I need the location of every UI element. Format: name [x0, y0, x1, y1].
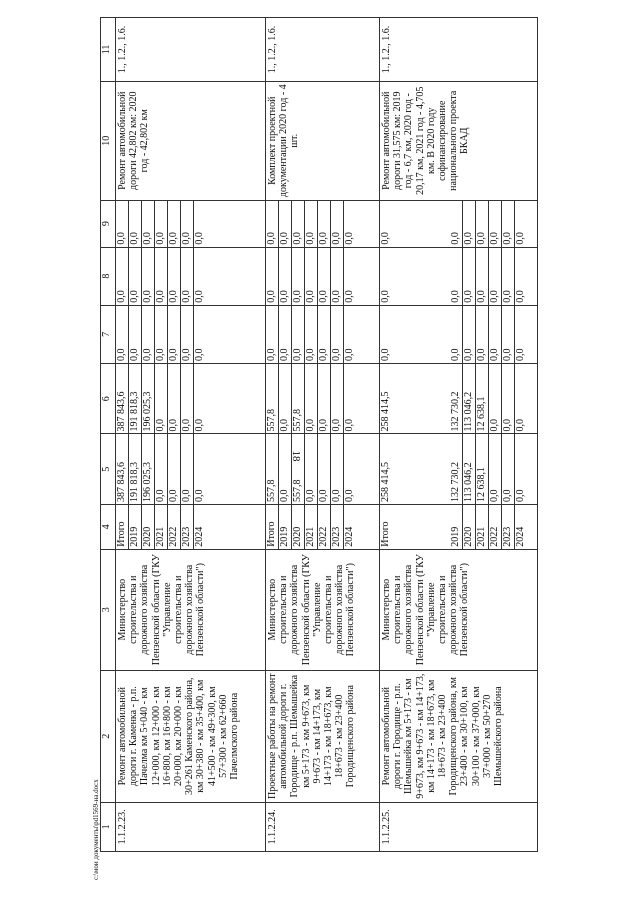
footer-file-path: c:\мои документы\pd1569-на.docx	[92, 779, 100, 880]
amount-value: 0,0	[194, 418, 205, 432]
amount-list	[116, 248, 206, 305]
amount-value: 0,0	[463, 306, 476, 363]
amount-list	[116, 364, 206, 434]
amount-list	[116, 201, 206, 247]
table-row	[266, 18, 380, 852]
amount-value: 0,0	[129, 248, 142, 305]
header-cell: 5	[101, 434, 116, 505]
amount-value: 0,0	[318, 364, 331, 434]
amount-value: 0,0	[331, 364, 344, 434]
header-cell: 7	[101, 305, 116, 363]
amount-value: 132 730,2	[450, 364, 463, 434]
amount-value: 191 818,3	[129, 434, 142, 504]
amount-value: 0,0	[380, 290, 391, 303]
amount-value: 0,0	[344, 489, 355, 502]
amount-list-cell	[266, 200, 380, 247]
year-list	[116, 505, 206, 549]
reference-cell: 1., 1.2., 1.6.	[266, 18, 380, 82]
amount-value: 12 638,1	[476, 364, 489, 434]
amount-value: 0,0	[266, 248, 279, 305]
amount-list-cell	[266, 363, 380, 434]
amount-value: 0,0	[155, 306, 168, 363]
amount-value: 0,0	[292, 248, 305, 305]
amount-value: 0,0	[380, 348, 391, 361]
amount-value: 0,0	[194, 489, 205, 502]
amount-value: 0,0	[266, 306, 279, 363]
year-value: 2024	[515, 526, 526, 547]
amount-value: 0,0	[344, 418, 355, 432]
amount-list-cell	[116, 434, 266, 505]
amount-value: 0,0	[331, 248, 344, 305]
amount-value: 0,0	[318, 306, 331, 363]
header-cell: 2	[101, 670, 116, 802]
year-value: 2019	[279, 505, 292, 549]
year-value: 2021	[476, 505, 489, 549]
amount-value: 196 025,3	[142, 434, 155, 504]
reference-cell: 1., 1.2., 1.6.	[116, 18, 266, 82]
executor-cell: Министерство строительства и дорожного хозяйства Пензенской области (ГКУ "Управление строительства и дорожного хозяйства Пензенской области")	[116, 549, 266, 670]
header-cell: 11	[101, 18, 116, 82]
amount-value: 0,0	[279, 434, 292, 504]
amount-value: 0,0	[515, 418, 526, 432]
amount-list-cell	[116, 247, 266, 305]
amount-value: 0,0	[181, 306, 194, 363]
amount-value: 0,0	[292, 306, 305, 363]
amount-value: 0,0	[450, 306, 463, 363]
amount-value: 557,8	[266, 364, 279, 434]
result-cell: Ремонт автомобильной дороги 31,575 км: 2019 год - 6,7 км, 2020 год - 20,17 км, 2021 год - 4,705 км. В 2020 году софинансирование национального проекта БКАД	[380, 81, 538, 200]
amount-value: 0,0	[489, 306, 502, 363]
amount-value: 0,0	[181, 434, 194, 504]
amount-value: 0,0	[181, 248, 194, 305]
amount-value: 0,0	[142, 306, 155, 363]
amount-value: 0,0	[318, 434, 331, 504]
amount-list-cell	[380, 434, 538, 505]
amount-list-cell	[116, 363, 266, 434]
year-value: 2021	[305, 505, 318, 549]
year-value: 2023	[502, 505, 515, 549]
amount-value: 0,0	[116, 306, 129, 363]
amount-value: 0,0	[502, 364, 515, 434]
amount-value: 557,8	[292, 364, 305, 434]
row-number-cell: 1.1.2.25.	[380, 802, 538, 851]
year-value: 2023	[331, 505, 344, 549]
amount-value: 12 638,1	[476, 434, 489, 504]
amount-value: 0,0	[489, 248, 502, 305]
year-value: 2020	[292, 505, 305, 549]
amount-value: 0,0	[331, 201, 344, 247]
activity-name-cell: Проектные работы на ремонт автомобильной дороги г. Городище - р.п. Шемышейка км 5+173 - км 9+673, км 9+673 - км 14+173, км 14+173 - км 18+673, км 18+673 - км 23+400 Городищенского района	[266, 670, 380, 802]
amount-value: 0,0	[168, 434, 181, 504]
year-value: 2022	[318, 505, 331, 549]
amount-value: 0,0	[181, 201, 194, 247]
rotated-table-container	[100, 17, 555, 852]
header-row	[101, 18, 116, 852]
amount-value: 0,0	[318, 248, 331, 305]
amount-value: 0,0	[129, 201, 142, 247]
amount-list-cell	[380, 247, 538, 305]
amount-list	[380, 201, 527, 247]
year-value: 2020	[142, 505, 155, 549]
header-cell: 6	[101, 363, 116, 434]
year-value: 2024	[344, 526, 355, 547]
amount-value: 557,8	[292, 434, 305, 504]
amount-list	[380, 248, 527, 305]
amount-value: 0,0	[129, 306, 142, 363]
amount-value: 113 046,2	[463, 434, 476, 504]
row-number-cell: 1.1.2.24.	[266, 802, 380, 851]
executor-cell: Министерство строительства и дорожного хозяйства Пензенской области (ГКУ "Управление строительства и дорожного хозяйства Пензенской области")	[266, 549, 380, 670]
amount-value: 0,0	[116, 248, 129, 305]
amount-value: 191 818,3	[129, 364, 142, 434]
year-value: Итого	[266, 505, 279, 549]
year-list-cell	[266, 505, 380, 550]
amount-value: 196 025,3	[142, 364, 155, 434]
amount-value: 0,0	[450, 248, 463, 305]
header-cell: 10	[101, 81, 116, 200]
amount-value: 0,0	[168, 306, 181, 363]
amount-value: 0,0	[279, 201, 292, 247]
amount-value: 0,0	[168, 201, 181, 247]
amount-value: 258 414,5	[380, 462, 391, 502]
page-number: 18	[290, 450, 302, 462]
amount-value: 0,0	[489, 434, 502, 504]
amount-value: 0,0	[515, 232, 526, 245]
amount-list-cell	[380, 200, 538, 247]
amount-value: 0,0	[463, 201, 476, 247]
amount-value: 113 046,2	[463, 364, 476, 434]
amount-value: 0,0	[380, 232, 391, 245]
reference-cell: 1., 1.2., 1.6.	[380, 18, 538, 82]
amount-value: 557,8	[266, 434, 279, 504]
year-value: 2019	[129, 505, 142, 549]
amount-value: 0,0	[116, 201, 129, 247]
amount-value: 387 843,6	[116, 364, 129, 434]
year-list-cell	[380, 505, 538, 550]
amount-value: 0,0	[489, 364, 502, 434]
header-cell: 4	[101, 505, 116, 550]
amount-value: 0,0	[266, 201, 279, 247]
amount-value: 0,0	[502, 248, 515, 305]
amount-list	[266, 306, 356, 363]
amount-value: 0,0	[142, 201, 155, 247]
amount-value: 0,0	[463, 248, 476, 305]
amount-value: 132 730,2	[450, 434, 463, 504]
amount-value: 0,0	[181, 364, 194, 434]
amount-list	[380, 434, 527, 504]
amount-value: 0,0	[194, 290, 205, 303]
amount-value: 0,0	[502, 434, 515, 504]
amount-value: 0,0	[305, 434, 318, 504]
amount-value: 0,0	[331, 434, 344, 504]
header-cell: 9	[101, 200, 116, 247]
header-cell: 1	[101, 802, 116, 851]
amount-value: 0,0	[168, 364, 181, 434]
amount-list-cell	[266, 247, 380, 305]
amount-value: 0,0	[305, 306, 318, 363]
amount-value: 0,0	[344, 232, 355, 245]
amount-list	[380, 306, 527, 363]
amount-value: 0,0	[279, 364, 292, 434]
amount-value: 0,0	[155, 201, 168, 247]
amount-list-cell	[380, 363, 538, 434]
header-cell: 3	[101, 549, 116, 670]
amount-list	[380, 364, 527, 434]
year-value: 2021	[155, 505, 168, 549]
result-cell: Ремонт автомобильной дороги 42,802 км: 2020 год - 42,802 км	[116, 81, 266, 200]
amount-list	[266, 434, 356, 504]
year-list	[380, 505, 527, 549]
amount-value: 0,0	[502, 306, 515, 363]
amount-list	[266, 248, 356, 305]
year-value: 2022	[168, 505, 181, 549]
year-value: 2022	[489, 505, 502, 549]
year-value: Итого	[116, 505, 129, 549]
amount-value: 0,0	[279, 248, 292, 305]
amount-list	[266, 201, 356, 247]
amount-value: 0,0	[155, 364, 168, 434]
amount-value: 0,0	[155, 248, 168, 305]
amount-value: 0,0	[344, 348, 355, 361]
amount-value: 0,0	[142, 248, 155, 305]
amount-value: 0,0	[279, 306, 292, 363]
row-number-cell: 1.1.2.23.	[116, 802, 266, 851]
amount-list	[116, 434, 206, 504]
amount-value: 0,0	[450, 201, 463, 247]
program-table	[100, 17, 538, 852]
amount-value: 0,0	[476, 248, 489, 305]
activity-name-cell: Ремонт автомобильной дороги г. Городище - р.п. Шемышейка км 5+173 - км 9+673, км 9+673 - км 14+173, км 14+173 - км 18+673, км 18+673 - км 23+400 Городищенского района, км 23+400 - км 30+100, км 30+100 - км 37+000, км 37+000 - км 50+270 Шемышейского района	[380, 670, 538, 802]
year-value: 2024	[194, 526, 205, 547]
year-value: 2019	[450, 505, 463, 549]
amount-value: 0,0	[155, 434, 168, 504]
header-cell: 8	[101, 247, 116, 305]
amount-value: 0,0	[168, 248, 181, 305]
amount-value: 258 414,5	[380, 391, 391, 432]
amount-value: 0,0	[515, 489, 526, 502]
amount-value: 0,0	[194, 348, 205, 361]
amount-value: 0,0	[515, 348, 526, 361]
activity-name-cell: Ремонт автомобильной дороги г. Каменка - р.п. Пачелма км 5+040 - км 12+000, км 12+000 - км 16+800, км 16+800 - км 20+000, км 20+000 - км 30+261 Каменского района, км 30+380 - км 35+400, км 41+500 - км 49+300, км 57+300 - км 62+660 Пачелмского района	[116, 670, 266, 802]
amount-value: 0,0	[194, 232, 205, 245]
amount-list-cell	[116, 200, 266, 247]
amount-value: 0,0	[476, 306, 489, 363]
result-cell: Комплект проектной документации 2020 год - 4 шт.	[266, 81, 380, 200]
amount-value: 0,0	[489, 201, 502, 247]
executor-cell: Министерство строительства и дорожного хозяйства Пензенской области (ГКУ "Управление строительства и дорожного хозяйства Пензенской области")	[380, 549, 538, 670]
amount-value: 0,0	[292, 201, 305, 247]
amount-value: 0,0	[515, 290, 526, 303]
amount-list	[266, 364, 356, 434]
table-row	[116, 18, 266, 852]
amount-value: 0,0	[305, 201, 318, 247]
year-value: 2023	[181, 505, 194, 549]
amount-value: 387 843,6	[116, 434, 129, 504]
table-row	[380, 18, 538, 852]
amount-value: 0,0	[305, 248, 318, 305]
year-list	[266, 505, 356, 549]
amount-list-cell	[380, 305, 538, 363]
year-list-cell	[116, 505, 266, 550]
year-value: Итого	[380, 521, 391, 547]
amount-list	[116, 306, 206, 363]
amount-list-cell	[266, 305, 380, 363]
amount-value: 0,0	[305, 364, 318, 434]
amount-value: 0,0	[476, 201, 489, 247]
amount-value: 0,0	[502, 201, 515, 247]
amount-value: 0,0	[331, 306, 344, 363]
amount-list-cell	[266, 434, 380, 505]
amount-value: 0,0	[344, 290, 355, 303]
amount-value: 0,0	[318, 201, 331, 247]
year-value: 2020	[463, 505, 476, 549]
amount-list-cell	[116, 305, 266, 363]
